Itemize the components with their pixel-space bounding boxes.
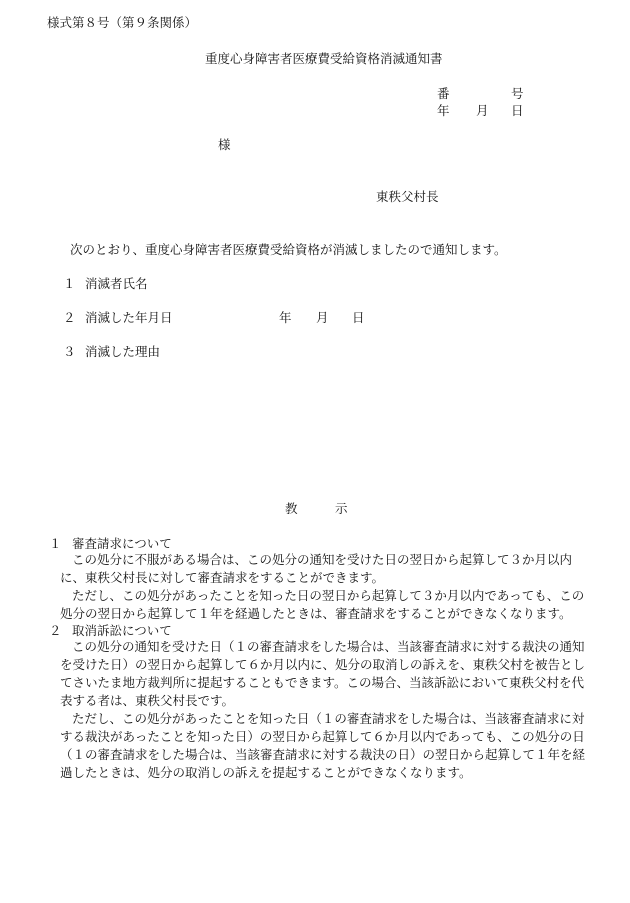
item-2-year: 年: [279, 310, 292, 325]
notice-title-second: 示: [335, 501, 348, 516]
section-1-number: １: [49, 536, 62, 551]
recipient-suffix: 様: [218, 137, 231, 152]
item-1-label: 消滅者氏名: [85, 276, 148, 291]
item-1-number: １: [63, 276, 76, 291]
number-label: 番: [437, 86, 450, 101]
number-suffix: 号: [511, 86, 524, 101]
section-1-body: [60, 551, 590, 623]
section-2-paragraph-1: この処分の通知を受けた日（１の審査請求をした場合は、当該審査請求に対する裁決の通知を受けた日）の翌日から起算して６か月以内に、処分の取消しの訴えを、東秩父村を被告としてさいたま地方裁判所に提起することもできます。この場合、当該訴訟において東秩父村を代表する者は、東秩父村長です。: [60, 639, 586, 708]
date-day-label: 日: [511, 103, 524, 118]
date-year-label: 年: [437, 103, 450, 118]
date-month-label: 月: [476, 103, 489, 118]
item-3-label: 消滅した理由: [85, 344, 161, 359]
section-2-body: [60, 638, 590, 782]
form-number: 様式第８号（第９条関係）: [47, 15, 198, 30]
section-2-paragraph-2: ただし、この処分があったことを知った日（１の審査請求をした場合は、当該審査請求に対する裁決があったことを知った日）の翌日から起算して６か月以内であっても、この処分の日（１の審査請求をした場合は、当該審査請求に対する裁決の日）の翌日から起算して１年を経過したときは、処分の取消しの訴えを提起することができなくなります。: [60, 711, 586, 780]
section-2-heading: 取消訴訟について: [72, 623, 172, 638]
page-title: 重度心身障害者医療費受給資格消滅通知書: [205, 51, 443, 66]
item-2-month: 月: [316, 310, 329, 325]
section-1-paragraph-2: ただし、この処分があったことを知った日の翌日から起算して３か月以内であっても、この処分の翌日から起算して１年を経過したときは、審査請求をすることができなくなります。: [60, 588, 585, 621]
item-2-number: ２: [63, 310, 76, 325]
item-2-label: 消滅した年月日: [85, 310, 173, 325]
intro-text: 次のとおり、重度心身障害者医療費受給資格が消滅しましたので通知します。: [70, 242, 507, 257]
item-2-day: 日: [352, 310, 365, 325]
issuer: 東秩父村長: [376, 189, 439, 204]
section-1-heading: 審査請求について: [72, 536, 172, 551]
section-1-paragraph-1: この処分に不服がある場合は、この処分の通知を受けた日の翌日から起算して３か月以内に、東秩父村長に対して審査請求をすることができます。: [60, 552, 573, 585]
notice-title-first: 教: [285, 501, 298, 516]
section-2-number: ２: [49, 623, 62, 638]
item-3-number: ３: [63, 344, 76, 359]
